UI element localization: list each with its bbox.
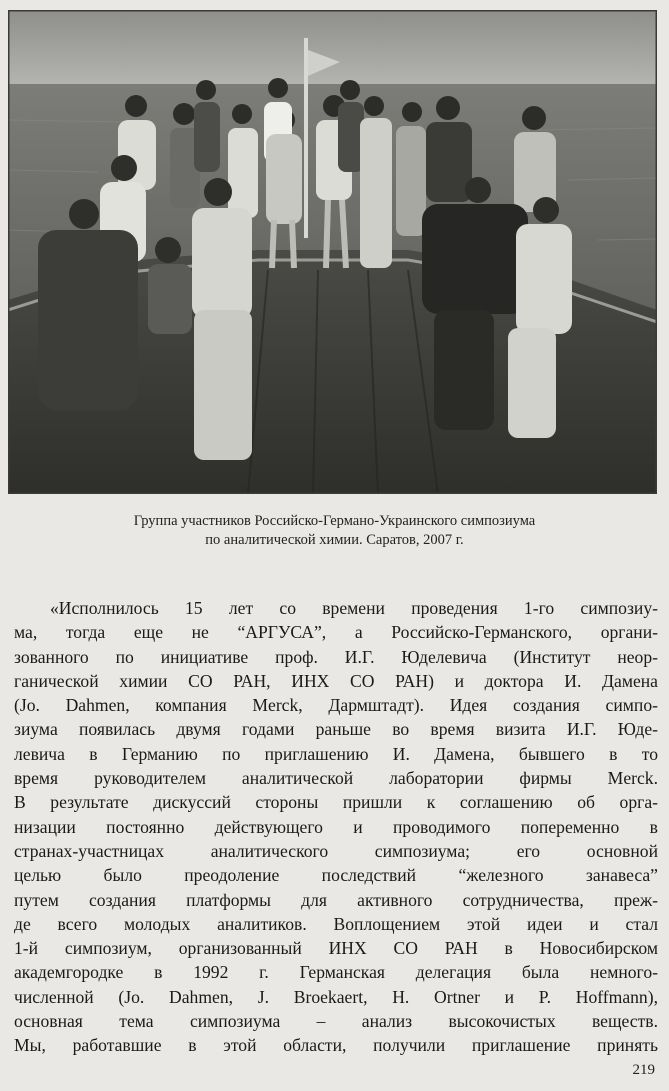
page-number: 219 — [632, 1062, 655, 1078]
text-line: основная тема симпозиума – анализ высокочистых веществ. — [14, 1011, 658, 1032]
caption-line-1: Группа участников Российско-Германо-Украинского симпозиума — [133, 513, 536, 529]
text-line: низации постоянно действующего и проводимого попеременно в — [14, 816, 658, 837]
text-line: ма, тогда еще не “АРГУСА”, а Российско-Германского, органи- — [14, 622, 658, 643]
group-photo — [8, 10, 657, 494]
body-paragraph — [14, 596, 658, 1058]
text-line: академгородке в 1992 г. Германская делегация была немного- — [14, 962, 658, 983]
photo-caption — [0, 512, 669, 550]
text-line: странах-участницах аналитического симпозиума; его основной — [14, 840, 658, 861]
text-line: Мы, работавшие в этой области, получили приглашение принять — [14, 1035, 658, 1056]
text-line: левича в Германию по приглашению И. Дамена, бывшего в то — [14, 743, 658, 764]
text-line: де всего молодых аналитиков. Воплощением этой идеи и стал — [14, 913, 658, 934]
text-line: целью было преодоление последствий “железного занавеса” — [14, 865, 658, 886]
text-line: ганической химии СО РАН, ИНХ СО РАН) и доктора И. Дамена — [14, 670, 658, 691]
text-line: «Исполнилось 15 лет со времени проведения 1-го симпозиу- — [50, 598, 658, 618]
text-line: путем создания платформы для активного сотрудничества, преж- — [14, 889, 658, 910]
text-line: численной (Jo. Dahmen, J. Broekaert, H. Ortner и P. Hoffmann), — [14, 986, 658, 1007]
text-line: 1-й симпозиум, организованный ИНХ СО РАН в Новосибирском — [14, 938, 658, 959]
text-line: зиума появилась двумя годами раньше во время визита И.Г. Юде- — [14, 719, 658, 740]
text-line: В результате дискуссий стороны пришли к соглашению об орга- — [14, 792, 658, 813]
text-line: (Jo. Dahmen, компания Merck, Дармштадт). Идея создания симпо- — [14, 695, 658, 716]
group-photo-illustration — [8, 10, 657, 494]
caption-line-2: по аналитической химии. Саратов, 2007 г. — [205, 532, 464, 548]
text-line: зованного по инициативе проф. И.Г. Юделевича (Институт неор- — [14, 646, 658, 667]
text-line: время руководителем аналитической лаборатории фирмы Merck. — [14, 768, 658, 789]
